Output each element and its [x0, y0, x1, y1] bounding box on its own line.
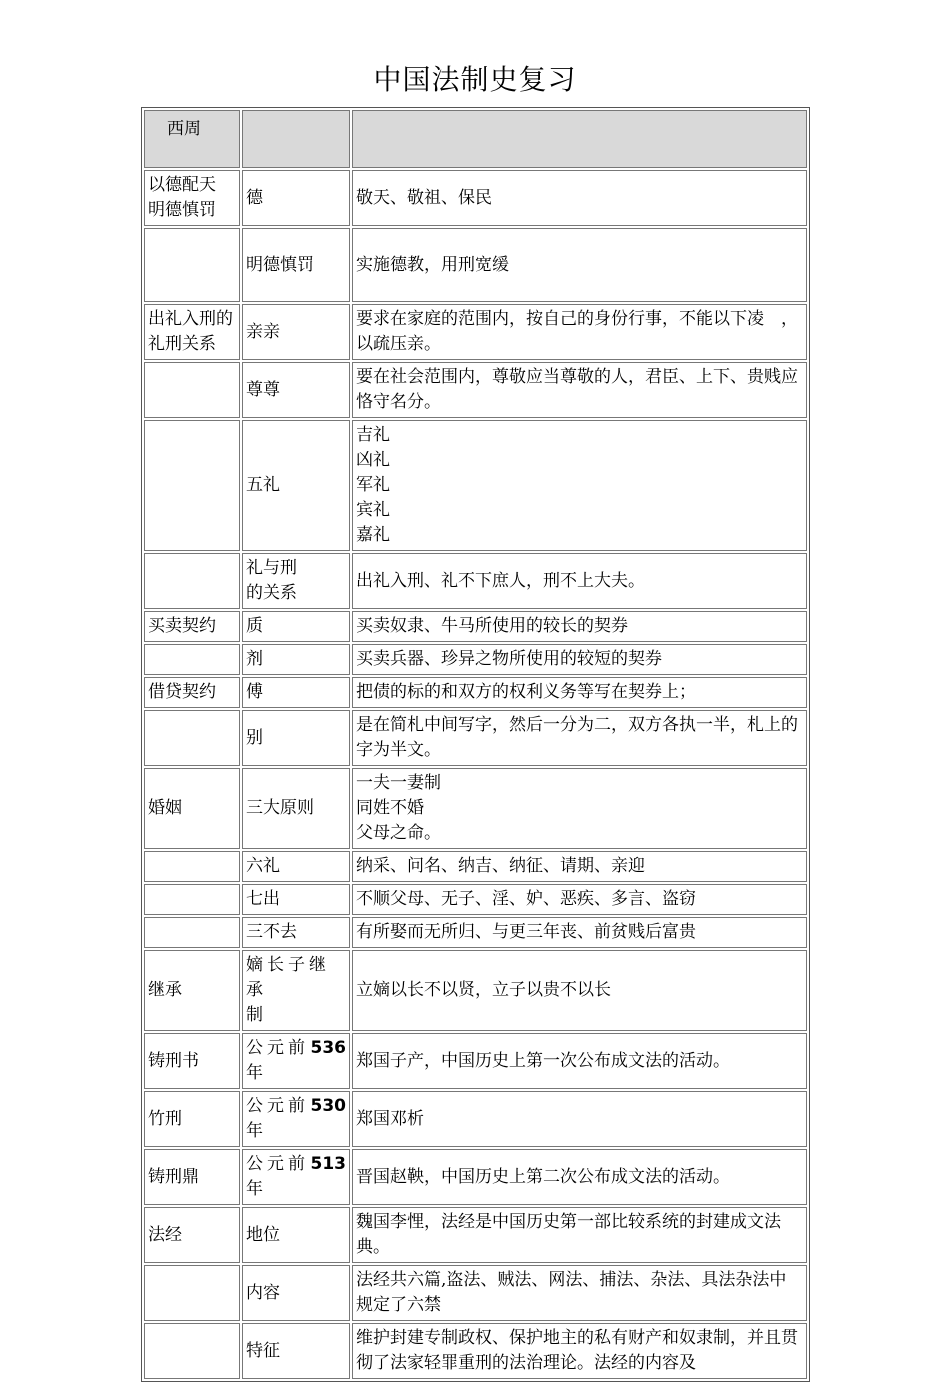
- description-text: 立嫡以长不以贤，立子以贵不以长: [356, 980, 611, 1000]
- topic-cell: [144, 644, 240, 675]
- description-text: 买卖奴隶、牛马所使用的较长的契券: [356, 616, 628, 636]
- header-cell-2: [242, 110, 350, 168]
- topic-text: 借贷契约: [148, 682, 216, 702]
- year-suffix: 年: [246, 1179, 263, 1199]
- topic-cell: [144, 768, 240, 849]
- topic-text: 竹刑: [148, 1108, 182, 1129]
- header-era-cell: 西周: [144, 110, 240, 168]
- description-text: 凶礼: [356, 450, 390, 470]
- description-text: 郑国子产，中国历史上第一次公布成文法的活动。: [356, 1050, 730, 1071]
- term-cell: [242, 1091, 350, 1147]
- term-cell: [242, 362, 350, 418]
- description-text: 法经共六篇,盗法、贼法、网法、捕法、杂法、具法杂法中规定了六禁: [356, 1270, 787, 1315]
- page-title: 中国法制史复习: [373, 63, 577, 96]
- term-text: 质: [246, 616, 263, 636]
- table-row: [144, 1323, 807, 1379]
- description-cell: [352, 1033, 807, 1089]
- topic-cell: [144, 884, 240, 915]
- table-row: [144, 304, 807, 360]
- term-cell: [242, 768, 350, 849]
- description-cell: [352, 420, 807, 551]
- term-text: 尊尊: [246, 379, 280, 400]
- description-cell: [352, 1207, 807, 1263]
- table-row: [144, 420, 807, 551]
- term-cell: [242, 420, 350, 551]
- term-cell: [242, 1033, 350, 1089]
- description-text: 要在社会范围内，尊敬应当尊敬的人，君臣、上下、贵贱应恪守名分。: [356, 367, 798, 412]
- year-prefix: 公元前: [246, 1154, 309, 1174]
- description-cell: [352, 710, 807, 766]
- description-text: 不顺父母、无子、淫、妒、恶疾、多言、盗窃: [356, 889, 696, 909]
- description-cell: [352, 644, 807, 675]
- term-cell: [242, 884, 350, 915]
- description-text: 一夫一妻制: [356, 773, 441, 793]
- table-row: [144, 710, 807, 766]
- term-cell: [242, 1323, 350, 1379]
- description-text: 有所娶而无所归、与更三年丧、前贫贱后富贵: [356, 922, 696, 942]
- table-row: [144, 228, 807, 302]
- table-row: [144, 1149, 807, 1205]
- term-text: 三不去: [246, 922, 297, 942]
- topic-cell: [144, 1323, 240, 1379]
- description-text: 实施德教，用刑宽缓: [356, 254, 509, 275]
- term-cell: [242, 1207, 350, 1263]
- description-cell: [352, 917, 807, 948]
- description-cell: [352, 884, 807, 915]
- description-text: 军礼: [356, 475, 390, 495]
- topic-cell: [144, 851, 240, 882]
- description-cell: [352, 1323, 807, 1379]
- year-number: 536: [310, 1038, 346, 1058]
- description-text: 宾礼: [356, 500, 390, 520]
- term-cell: [242, 611, 350, 642]
- table-row: [144, 884, 807, 915]
- term-text: 的关系: [246, 583, 297, 603]
- term-text: 明德慎罚: [246, 254, 314, 275]
- topic-cell: [144, 420, 240, 551]
- topic-cell: [144, 611, 240, 642]
- term-cell: [242, 1149, 350, 1205]
- term-cell: [242, 710, 350, 766]
- table-row: [144, 677, 807, 708]
- description-cell: [352, 611, 807, 642]
- term-cell: [242, 644, 350, 675]
- table-header-row: [144, 110, 807, 168]
- table-row: [144, 851, 807, 882]
- table-row: [144, 917, 807, 948]
- description-cell: [352, 851, 807, 882]
- description-cell: [352, 228, 807, 302]
- year-number: 513: [310, 1154, 346, 1174]
- table-row: [144, 950, 807, 1031]
- topic-text: 以德配天: [148, 175, 216, 195]
- description-text: 纳采、问名、纳吉、纳征、请期、亲迎: [356, 856, 645, 876]
- table-row: [144, 170, 807, 226]
- description-text: 敬天、敬祖、保民: [356, 187, 492, 208]
- topic-cell: [144, 917, 240, 948]
- description-text: 吉礼: [356, 425, 390, 445]
- table-row: [144, 611, 807, 642]
- term-cell: [242, 950, 350, 1031]
- term-text: 剂: [246, 649, 263, 669]
- year-suffix: 年: [246, 1121, 263, 1141]
- topic-cell: [144, 710, 240, 766]
- topic-cell: [144, 1149, 240, 1205]
- topic-cell: [144, 304, 240, 360]
- history-table: [141, 107, 810, 1382]
- table-row: [144, 1265, 807, 1321]
- description-cell: [352, 553, 807, 609]
- topic-cell: [144, 1265, 240, 1321]
- term-cell: [242, 917, 350, 948]
- term-text: 地位: [246, 1224, 280, 1245]
- table-row: [144, 553, 807, 609]
- description-cell: [352, 170, 807, 226]
- topic-cell: [144, 1033, 240, 1089]
- term-text: 嫡长子继承: [246, 955, 330, 1000]
- term-text: 内容: [246, 1282, 280, 1303]
- topic-text: 铸刑书: [148, 1050, 199, 1071]
- table-row: [144, 1207, 807, 1263]
- table-row: [144, 1033, 807, 1089]
- table-row: [144, 768, 807, 849]
- term-text: 六礼: [246, 856, 280, 876]
- description-cell: [352, 768, 807, 849]
- table-row: [144, 1091, 807, 1147]
- topic-text: 买卖契约: [148, 616, 216, 636]
- description-text: 把债的标的和双方的权利义务等写在契券上；: [356, 682, 696, 702]
- description-cell: [352, 1265, 807, 1321]
- topic-text: 继承: [148, 980, 182, 1000]
- topic-cell: [144, 553, 240, 609]
- description-text: 魏国李悝，法经是中国历史第一部比较系统的封建成文法典。: [356, 1212, 781, 1257]
- term-cell: [242, 677, 350, 708]
- description-cell: [352, 950, 807, 1031]
- term-text: 傅: [246, 682, 263, 702]
- description-text: 同姓不婚: [356, 798, 424, 818]
- term-cell: [242, 553, 350, 609]
- description-text: 维护封建专制政权、保护地主的私有财产和奴隶制，并且贯彻了法家轻罪重刑的法治理论。法经的内容及: [356, 1328, 798, 1373]
- topic-text: 礼刑关系: [148, 334, 216, 354]
- term-cell: [242, 170, 350, 226]
- description-cell: [352, 1149, 807, 1205]
- topic-cell: [144, 170, 240, 226]
- topic-cell: [144, 362, 240, 418]
- topic-cell: [144, 1091, 240, 1147]
- term-text: 制: [246, 1005, 263, 1025]
- term-cell: [242, 851, 350, 882]
- description-cell: [352, 1091, 807, 1147]
- description-cell: [352, 677, 807, 708]
- header-cell-3: [352, 110, 807, 168]
- topic-cell: [144, 228, 240, 302]
- year-prefix: 公元前: [246, 1038, 309, 1058]
- term-text: 德: [246, 187, 263, 208]
- topic-text: 出礼入刑的: [148, 309, 233, 329]
- table-row: [144, 362, 807, 418]
- table-row: [144, 644, 807, 675]
- description-text: 郑国邓析: [356, 1108, 424, 1129]
- topic-cell: [144, 677, 240, 708]
- term-cell: [242, 1265, 350, 1321]
- year-suffix: 年: [246, 1063, 263, 1083]
- description-text: 出礼入刑、礼不下庶人，刑不上大夫。: [356, 570, 645, 591]
- term-text: 亲亲: [246, 321, 280, 342]
- term-text: 别: [246, 727, 263, 748]
- term-text: 七出: [246, 889, 280, 909]
- description-text: 买卖兵器、珍异之物所使用的较短的契券: [356, 649, 662, 669]
- description-text: 父母之命。: [356, 823, 441, 843]
- topic-text: 法经: [148, 1224, 182, 1245]
- year-prefix: 公元前: [246, 1096, 309, 1116]
- term-text: 三大原则: [246, 798, 314, 818]
- description-text: 是在简札中间写字，然后一分为二，双方各执一半，札上的字为半文。: [356, 715, 798, 760]
- topic-cell: [144, 1207, 240, 1263]
- term-text: 五礼: [246, 475, 280, 495]
- term-text: 特征: [246, 1340, 280, 1361]
- term-cell: [242, 304, 350, 360]
- description-cell: [352, 304, 807, 360]
- year-number: 530: [310, 1096, 346, 1116]
- topic-text: 明德慎罚: [148, 200, 216, 220]
- description-text: 要求在家庭的范围内，按自己的身份行事，不能以下凌 ，以疏压亲。: [356, 309, 798, 354]
- description-text: 晋国赵鞅，中国历史上第二次公布成文法的活动。: [356, 1166, 730, 1187]
- term-cell: [242, 228, 350, 302]
- topic-text: 铸刑鼎: [148, 1166, 199, 1187]
- description-text: 嘉礼: [356, 525, 390, 545]
- topic-text: 婚姻: [148, 798, 182, 818]
- term-text: 礼与刑: [246, 558, 297, 578]
- description-cell: [352, 362, 807, 418]
- topic-cell: [144, 950, 240, 1031]
